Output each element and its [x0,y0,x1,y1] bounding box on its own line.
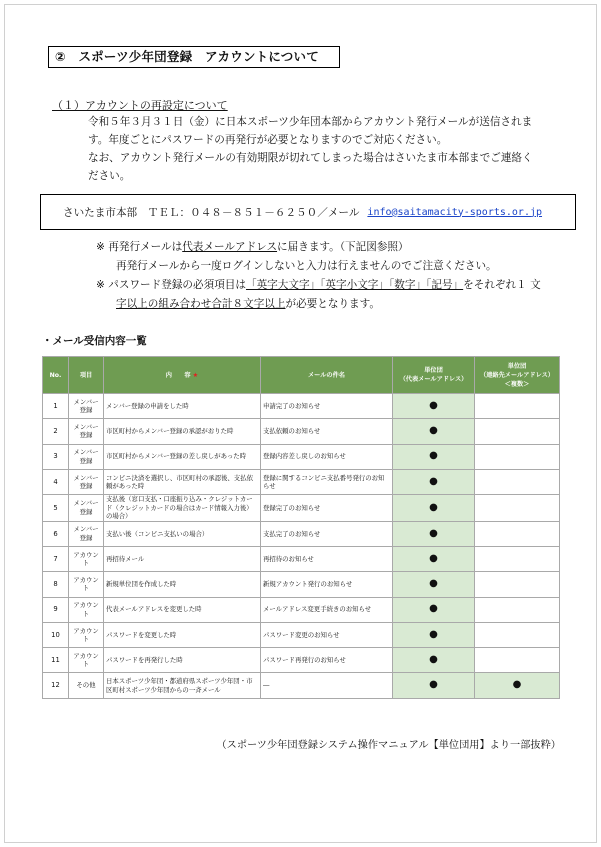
table-row [43,673,560,698]
cell-category: メンバー登録 [69,495,104,522]
header-line: （連絡先メールアドレス） [480,371,554,379]
table-row [43,546,560,571]
note-3 [96,276,541,294]
header-content-label: 内 容 [165,371,191,379]
cell-content: 市区町村からメンバー登録の承認がおりた時 [104,419,261,444]
cell-subject: パスワード変更のお知らせ [261,622,393,647]
note-1 [96,238,409,256]
cell-unit-rep: ● [393,622,475,647]
cell-unit-rep: ● [393,469,475,494]
header-content [104,357,261,394]
contact-box [40,194,576,230]
cell-content: 再招待メール [104,546,261,571]
note-text: 再発行メールは [108,241,183,253]
cell-unit-rep: ● [393,673,475,698]
note-emphasis: 「英字大文字」「英字小文字」「数字」「記号」 [245,279,464,291]
table-row [43,572,560,597]
paragraph-line-4: ださい。 [88,170,131,182]
cell-unit-rep: ● [393,394,475,419]
cell-no: 1 [43,394,69,419]
note-text: をそれぞれ１ 文 [463,279,541,291]
cell-no: 8 [43,572,69,597]
cell-category: その他 [69,673,104,698]
table-row [43,521,560,546]
star-mark: ★ [192,371,199,379]
cell-unit-contact [475,419,560,444]
cell-content: メンバー登録の申請をした時 [104,394,261,419]
cell-unit-contact [475,521,560,546]
table-row [43,495,560,522]
cell-content: 新規単位団を作成した時 [104,572,261,597]
cell-category: アカウント [69,546,104,571]
table-row [43,444,560,469]
cell-category: メンバー登録 [69,521,104,546]
list-title: ・メール受信内容一覧 [42,335,147,347]
note-mark: ※ [96,279,105,291]
note-4 [116,295,380,313]
header-no: No. [43,357,69,394]
contact-email-link[interactable]: info@saitamacity-sports.or.jp [367,206,543,218]
cell-unit-rep: ● [393,648,475,673]
cell-unit-contact [475,444,560,469]
cell-category: アカウント [69,622,104,647]
cell-subject: メールアドレス変更手続きのお知らせ [261,597,393,622]
cell-category: アカウント [69,597,104,622]
cell-unit-contact [475,648,560,673]
cell-content: パスワードを再発行した時 [104,648,261,673]
header-subject: メールの件名 [261,357,393,394]
cell-category: アカウント [69,572,104,597]
cell-category: メンバー登録 [69,469,104,494]
cell-subject: 支払完了のお知らせ [261,521,393,546]
cell-unit-contact [475,469,560,494]
cell-subject: 登録完了のお知らせ [261,495,393,522]
cell-unit-rep: ● [393,597,475,622]
cell-category: アカウント [69,648,104,673]
cell-content: コンビニ決済を選択し、市区町村の承認後、支払依頼があった時 [104,469,261,494]
cell-no: 3 [43,444,69,469]
cell-subject: 新規アカウント発行のお知らせ [261,572,393,597]
mail-table [42,356,560,699]
cell-unit-contact [475,572,560,597]
cell-unit-rep: ● [393,572,475,597]
cell-unit-contact: ● [475,673,560,698]
cell-unit-contact [475,622,560,647]
cell-category: メンバー登録 [69,394,104,419]
table-row [43,597,560,622]
cell-unit-rep: ● [393,521,475,546]
table-row [43,622,560,647]
note-text: に届きます。（下記図参照） [277,241,409,253]
header-line: 単位団 [507,362,527,370]
paragraph-line-1: 令和５年３月３１日（金）に日本スポーツ少年団本部からアカウント発行メールが送信されま [88,116,533,128]
sub-heading: （１）アカウントの再設定について [52,99,228,112]
cell-no: 7 [43,546,69,571]
cell-subject: 登録に関するコンビニ支払番号発行のお知らせ [261,469,393,494]
cell-no: 2 [43,419,69,444]
cell-unit-contact [475,495,560,522]
note-emphasis: 代表メールアドレス [182,241,278,253]
header-line: ＜複数＞ [504,380,530,388]
cell-category: メンバー登録 [69,444,104,469]
cell-content: 支払後（窓口支払・口座振り込み・クレジットカード（クレジットカードの場合はカード情報入力後）の場合） [104,495,261,522]
cell-category: メンバー登録 [69,419,104,444]
header-unit-contact [475,357,560,394]
cell-unit-rep: ● [393,546,475,571]
cell-subject: 支払依頼のお知らせ [261,419,393,444]
cell-unit-contact [475,394,560,419]
table-header-row [43,357,560,394]
note-text: が必要となります。 [285,298,380,310]
note-mark: ※ [96,241,105,253]
note-2: 再発行メールから一度ログインしないと入力は行えませんのでご注意ください。 [116,260,497,272]
cell-unit-contact [475,546,560,571]
header-unit-rep [393,357,475,394]
table-row [43,469,560,494]
cell-content: 市区町村からメンバー登録の差し戻しがあった時 [104,444,261,469]
contact-label: さいたま市本部 ＴＥＬ：０４８－８５１－６２５０／メール [63,206,360,219]
cell-no: 11 [43,648,69,673]
cell-unit-rep: ● [393,444,475,469]
paragraph-line-2: す。年度ごとにパスワードの再発行が必要となりますのでご対応ください。 [88,134,448,146]
table-row [43,394,560,419]
cell-unit-contact [475,597,560,622]
cell-subject: パスワード再発行のお知らせ [261,648,393,673]
header-category: 項目 [69,357,104,394]
note-text: パスワード登録の必須項目は [108,279,246,291]
paragraph-line-3: なお、アカウント発行メールの有効期限が切れてしまった場合はさいたま市本部までご連絡く [88,152,533,164]
cell-subject: 登録内容差し戻しのお知らせ [261,444,393,469]
cell-subject: ― [261,673,393,698]
cell-no: 5 [43,495,69,522]
cell-no: 4 [43,469,69,494]
cell-content: 代表メールアドレスを変更した時 [104,597,261,622]
cell-no: 12 [43,673,69,698]
cell-content: パスワードを変更した時 [104,622,261,647]
cell-content: 支払い後（コンビニ支払いの場合） [104,521,261,546]
table-row [43,648,560,673]
cell-unit-rep: ● [393,419,475,444]
cell-subject: 申請完了のお知らせ [261,394,393,419]
header-line: 単位団 [424,367,443,374]
header-line: （代表メールアドレス） [399,376,468,383]
section-title: ② スポーツ少年団登録 アカウントについて [48,46,340,68]
table-row [43,419,560,444]
cell-no: 9 [43,597,69,622]
note-emphasis: 字以上の組み合わせ合計８文字以上 [116,298,286,310]
cell-subject: 再招待のお知らせ [261,546,393,571]
cell-content: 日本スポーツ少年団・都道府県スポーツ少年団・市区町村スポーツ少年団からの一斉メール [104,673,261,698]
cell-no: 10 [43,622,69,647]
cell-unit-rep: ● [393,495,475,522]
source-note: （スポーツ少年団登録システム操作マニュアル【単位団用】より一部抜粋） [216,740,561,751]
cell-no: 6 [43,521,69,546]
